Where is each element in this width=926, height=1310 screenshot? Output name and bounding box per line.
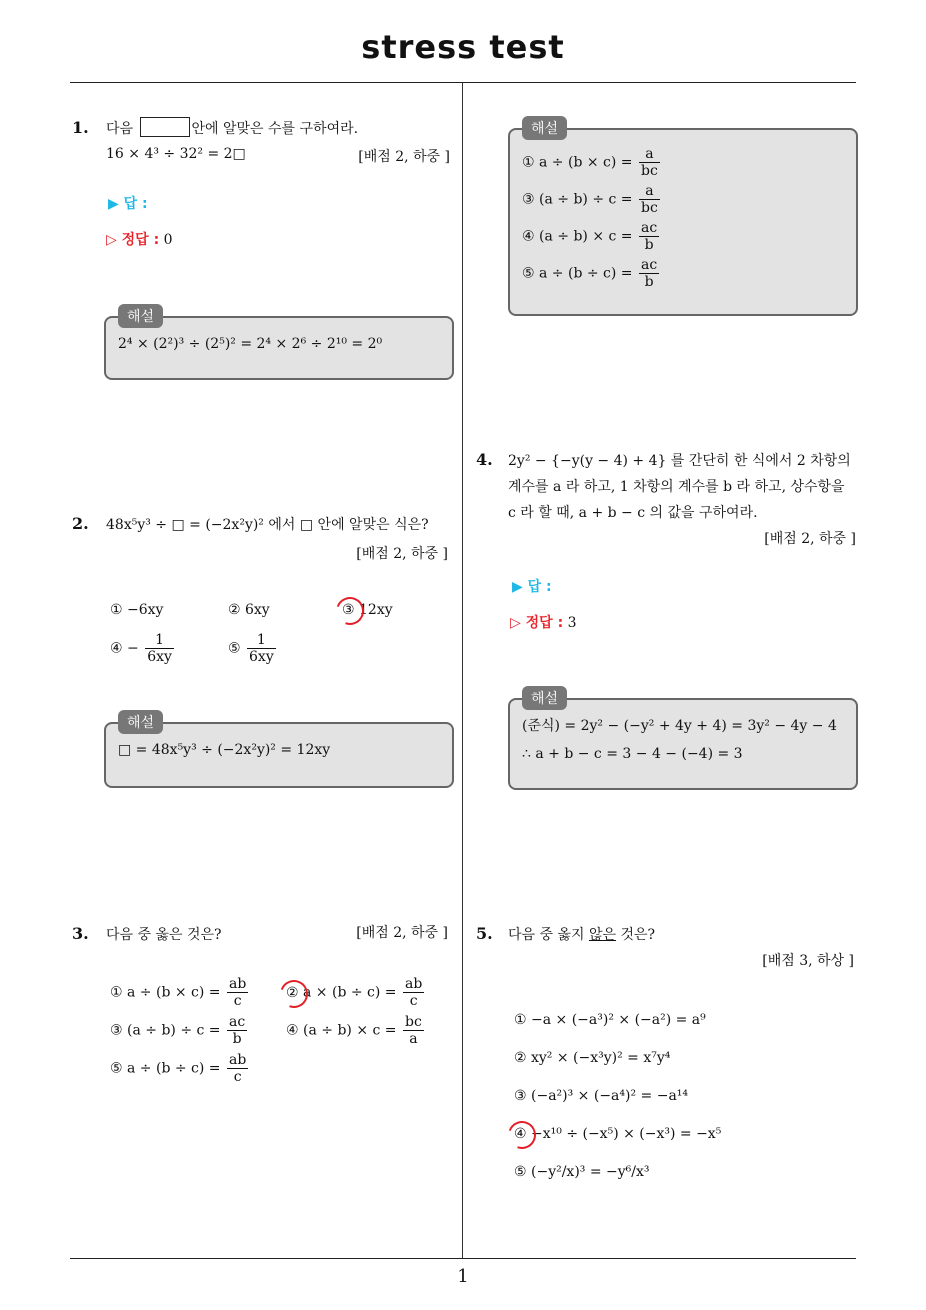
explanation-line <box>522 257 844 290</box>
correct-answer-value: 0 <box>163 232 173 248</box>
option-5: ⑤ (−y²/x)³ = −y⁶/x³ <box>514 1164 650 1180</box>
option-3-prefix: ③ (a ÷ b) ÷ c = <box>110 1022 221 1039</box>
option-2: ② 6xy <box>228 602 270 618</box>
option-3 <box>342 602 393 618</box>
fraction-den: c <box>409 993 418 1009</box>
correct-mark-circle: ③ <box>342 602 355 618</box>
question-text-b: 것은? <box>616 927 656 943</box>
explanation-line-prefix: ③ (a ÷ b) ÷ c = <box>522 191 633 208</box>
correct-answer-value: 3 <box>567 615 577 631</box>
fraction-num: ab <box>228 1052 247 1068</box>
question-expression: 16 × 4³ ÷ 32² = 2□ <box>106 146 246 162</box>
fraction <box>639 146 660 179</box>
top-rule <box>70 82 856 83</box>
option-2 <box>286 976 426 1009</box>
explanation-text: □ = 48x⁵y³ ÷ (−2x²y)² = 12xy <box>118 742 331 758</box>
score-label: [배점 2, 하중 ] <box>356 925 448 941</box>
explanation-line <box>522 220 844 253</box>
fraction-num: ab <box>404 976 423 992</box>
fraction-num: bc <box>404 1014 422 1030</box>
option-1: ① −a × (−a³)² × (−a²) = a⁹ <box>514 1012 706 1028</box>
fraction <box>403 976 424 1009</box>
column-divider <box>462 83 463 1258</box>
answer-label: ▶ 답 : <box>512 579 552 595</box>
question-line: c 라 할 때, a + b − c 의 값을 구하여라. <box>508 505 758 521</box>
option-3: ③ (−a²)³ × (−a⁴)² = −a¹⁴ <box>514 1088 689 1104</box>
explanation-tag: 해설 <box>522 116 567 140</box>
fraction-num: ac <box>640 257 658 273</box>
score-label: [배점 2, 하중 ] <box>358 149 450 165</box>
explanation-line-prefix: ④ (a ÷ b) × c = <box>522 228 633 245</box>
fraction-num: 1 <box>145 632 174 649</box>
option-4 <box>514 1126 721 1142</box>
option-3-text: 12xy <box>354 602 393 618</box>
question-line: 2y² − {−y(y − 4) + 4} 를 간단히 한 식에서 2 차항의 <box>508 453 851 469</box>
question-number: 3. <box>72 924 89 943</box>
question-number: 1. <box>72 118 89 137</box>
option-1 <box>110 976 250 1009</box>
explanation-box <box>508 698 858 790</box>
fraction-num: 1 <box>247 632 276 649</box>
option-5-prefix: ⑤ a ÷ (b ÷ c) = <box>110 1060 221 1077</box>
score-label: [배점 2, 하중 ] <box>356 546 448 562</box>
question-number: 4. <box>476 450 493 469</box>
question-line: 계수를 a 라 하고, 1 차항의 계수를 b 라 하고, 상수항을 <box>508 479 845 495</box>
fraction <box>247 632 276 665</box>
explanation-line-prefix: ⑤ a ÷ (b ÷ c) = <box>522 265 633 282</box>
fraction-den: a <box>409 1031 418 1047</box>
question-text <box>508 448 851 526</box>
fraction-num: a <box>639 146 660 163</box>
fraction <box>145 632 174 665</box>
page-number: 1 <box>457 1266 469 1287</box>
answer-blank-box <box>140 117 190 137</box>
question-text-a: 다음 중 옳지 <box>508 927 589 943</box>
option-1-prefix: ① a ÷ (b × c) = <box>110 984 221 1001</box>
question-text-a: 다음 <box>106 121 134 137</box>
explanation-line <box>522 146 844 179</box>
fraction-den: c <box>233 1069 242 1085</box>
explanation-tag: 해설 <box>118 710 163 734</box>
explanation-line-prefix: ① a ÷ (b × c) = <box>522 154 633 171</box>
fraction-den: b <box>644 274 654 290</box>
fraction-num: ac <box>228 1014 246 1030</box>
fraction <box>227 1052 248 1085</box>
option-4-prefix: ④ (a ÷ b) × c = <box>286 1022 397 1039</box>
fraction <box>639 220 659 253</box>
option-2-prefix: a × (b ÷ c) = <box>298 984 397 1001</box>
fraction-den: c <box>233 993 242 1009</box>
fraction-den: b <box>232 1031 242 1047</box>
option-4-prefix: ④ − <box>110 640 139 657</box>
option-5 <box>228 632 278 665</box>
explanation-tag: 해설 <box>522 686 567 710</box>
fraction <box>639 183 660 216</box>
explanation-text: ∴ a + b − c = 3 − 4 − (−4) = 3 <box>522 746 743 762</box>
answer-label: ▶ 답 : <box>108 196 148 212</box>
explanation-tag: 해설 <box>118 304 163 328</box>
correct-mark-circle: ② <box>286 984 299 1001</box>
correct-answer-row <box>510 612 577 632</box>
question-text: 다음 중 옳은 것은? <box>106 927 222 943</box>
question-text-b: 안에 알맞은 수를 구하여라. <box>191 121 359 137</box>
fraction <box>227 976 248 1009</box>
explanation-text: (준식) = 2y² − (−y² + 4y + 4) = 3y² − 4y − 4 <box>522 718 837 734</box>
correct-answer-label: ▷ 정답 : <box>510 615 564 631</box>
fraction-den: bc <box>640 200 658 216</box>
correct-answer-row <box>106 229 173 249</box>
explanation-line <box>522 183 844 216</box>
option-1: ① −6xy <box>110 602 164 618</box>
option-5 <box>110 1052 250 1085</box>
option-4 <box>110 632 176 665</box>
fraction-den: b <box>644 237 654 253</box>
option-4 <box>286 1014 426 1047</box>
question-text: 48x⁵y³ ÷ □ = (−2x²y)² 에서 □ 안에 알맞은 식은? <box>106 517 429 533</box>
question-text <box>106 116 358 142</box>
correct-answer-label: ▷ 정답 : <box>106 232 160 248</box>
fraction <box>403 1014 424 1047</box>
fraction-num: ac <box>640 220 658 236</box>
score-label: [배점 2, 하중 ] <box>764 531 856 547</box>
score-label: [배점 3, 하상 ] <box>762 953 854 969</box>
fraction-num: a <box>639 183 660 200</box>
explanation-text: 2⁴ × (2²)³ ÷ (2⁵)² = 2⁴ × 2⁶ ÷ 2¹⁰ = 2⁰ <box>118 336 383 352</box>
fraction-num: ab <box>228 976 247 992</box>
correct-mark-circle: ④ <box>514 1126 527 1142</box>
fraction <box>227 1014 247 1047</box>
option-4-text: −x¹⁰ ÷ (−x⁵) × (−x³) = −x⁵ <box>526 1126 722 1142</box>
question-text-underlined: 않은 <box>588 927 617 943</box>
fraction-den: 6xy <box>147 649 172 665</box>
explanation-box <box>508 128 858 316</box>
question-text <box>508 922 655 948</box>
fraction-den: 6xy <box>249 649 274 665</box>
fraction <box>639 257 659 290</box>
fraction-den: bc <box>640 163 658 179</box>
bottom-rule <box>70 1258 856 1259</box>
page-title: stress test <box>361 28 565 66</box>
question-number: 2. <box>72 514 89 533</box>
option-3 <box>110 1014 249 1047</box>
question-number: 5. <box>476 924 493 943</box>
option-5-prefix: ⑤ <box>228 640 241 657</box>
option-2: ② xy² × (−x³y)² = x⁷y⁴ <box>514 1050 671 1066</box>
